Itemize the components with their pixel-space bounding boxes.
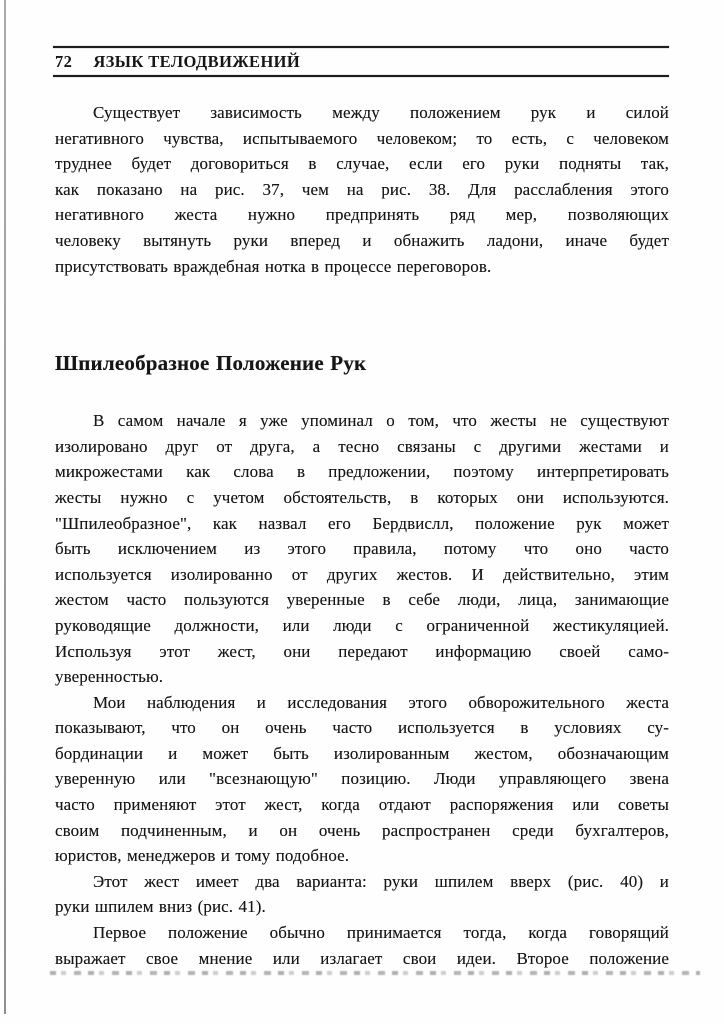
text-line: своим подчиненным, и он очень распространен среди бухгалтеров,: [55, 820, 669, 840]
body-text: [55, 100, 669, 971]
text-line: присутствовать враждебная нотка в процессе переговоров.: [55, 256, 492, 276]
text-line: негативного чувства, испытываемого человеком; то есть, с человеком: [55, 128, 669, 148]
header-rule-top: [53, 46, 669, 48]
section-heading: Шпилеобразное Положение Рук: [55, 351, 367, 376]
paragraph: [55, 100, 669, 279]
scan-edge-artifact: [4, 0, 6, 1014]
text-line: Мои наблюдения и исследования этого обворожительного жеста: [93, 692, 669, 712]
paragraph: [55, 869, 669, 920]
text-line: выражает свое мнение или излагает свои идеи. Второе положение: [55, 948, 669, 968]
header-text: [55, 52, 300, 72]
text-line: как показано на рис. 37, чем на рис. 38. Для расслабления этого: [55, 179, 669, 199]
page-number: 72: [55, 52, 73, 71]
text-line: юристов, менеджеров и тому подобное.: [55, 846, 350, 866]
text-line: Существует зависимость между положением рук и силой: [93, 103, 669, 122]
text-line: Этот жест имеет два варианта: руки шпилем вверх (рис. 40) и: [93, 871, 669, 891]
text-line: руки шпилем вниз (рис. 41).: [55, 897, 266, 917]
text-line: бординации и может быть изолированным жестом, обозначающим: [55, 743, 669, 763]
text-line: микрожестами как слова в предложении, поэтому интерпретировать: [55, 462, 669, 482]
paragraph: [55, 690, 669, 869]
text-line: В самом начале я уже упоминал о том, что жесты не существуют: [93, 411, 669, 431]
text-line: Первое положение обычно принимается тогда, когда говорящий: [93, 923, 669, 943]
text-line: Используя этот жест, они передают информацию своей само-: [55, 641, 669, 661]
text-line: жесты нужно с учетом обстоятельств, в которых они используются.: [55, 487, 669, 507]
cutoff-text-line-artifact: [50, 971, 700, 975]
text-line: жестом часто пользуются уверенные в себе люди, лица, занимающие: [55, 590, 669, 610]
text-line: руководящие должности, или люди с ограниченной жестикуляцией.: [55, 615, 669, 635]
paragraph: [55, 408, 669, 690]
running-head: [53, 46, 669, 78]
paragraph: [55, 920, 669, 971]
text-line: уверенностью.: [55, 667, 164, 687]
text-line: человеку вытянуть руки вперед и обнажить ладони, иначе будет: [55, 230, 669, 250]
text-line: изолировано друг от друга, а тесно связаны с другими жестами и: [55, 436, 669, 456]
header-rule-bottom: [53, 75, 669, 77]
text-line: показывают, что он очень часто используется в условиях су-: [55, 718, 669, 738]
text-line: быть исключением из этого правила, потому что оно часто: [55, 539, 669, 559]
text-line: используется изолированно от других жестов. И действительно, этим: [55, 564, 669, 584]
text-line: часто применяют этот жест, когда отдают распоряжения или советы: [55, 795, 669, 815]
text-line: уверенную или "всезнающую" позицию. Люди управляющего звена: [55, 769, 669, 789]
book-title: ЯЗЫК ТЕЛОДВИЖЕНИЙ: [93, 52, 301, 71]
text-line: труднее будет договориться в случае, если его руки подняты так,: [55, 154, 669, 174]
text-line: "Шпилеобразное", как назвал его Бердвислл, положение рук может: [55, 513, 669, 533]
text-line: негативного жеста нужно предпринять ряд мер, позволяющих: [55, 205, 669, 225]
